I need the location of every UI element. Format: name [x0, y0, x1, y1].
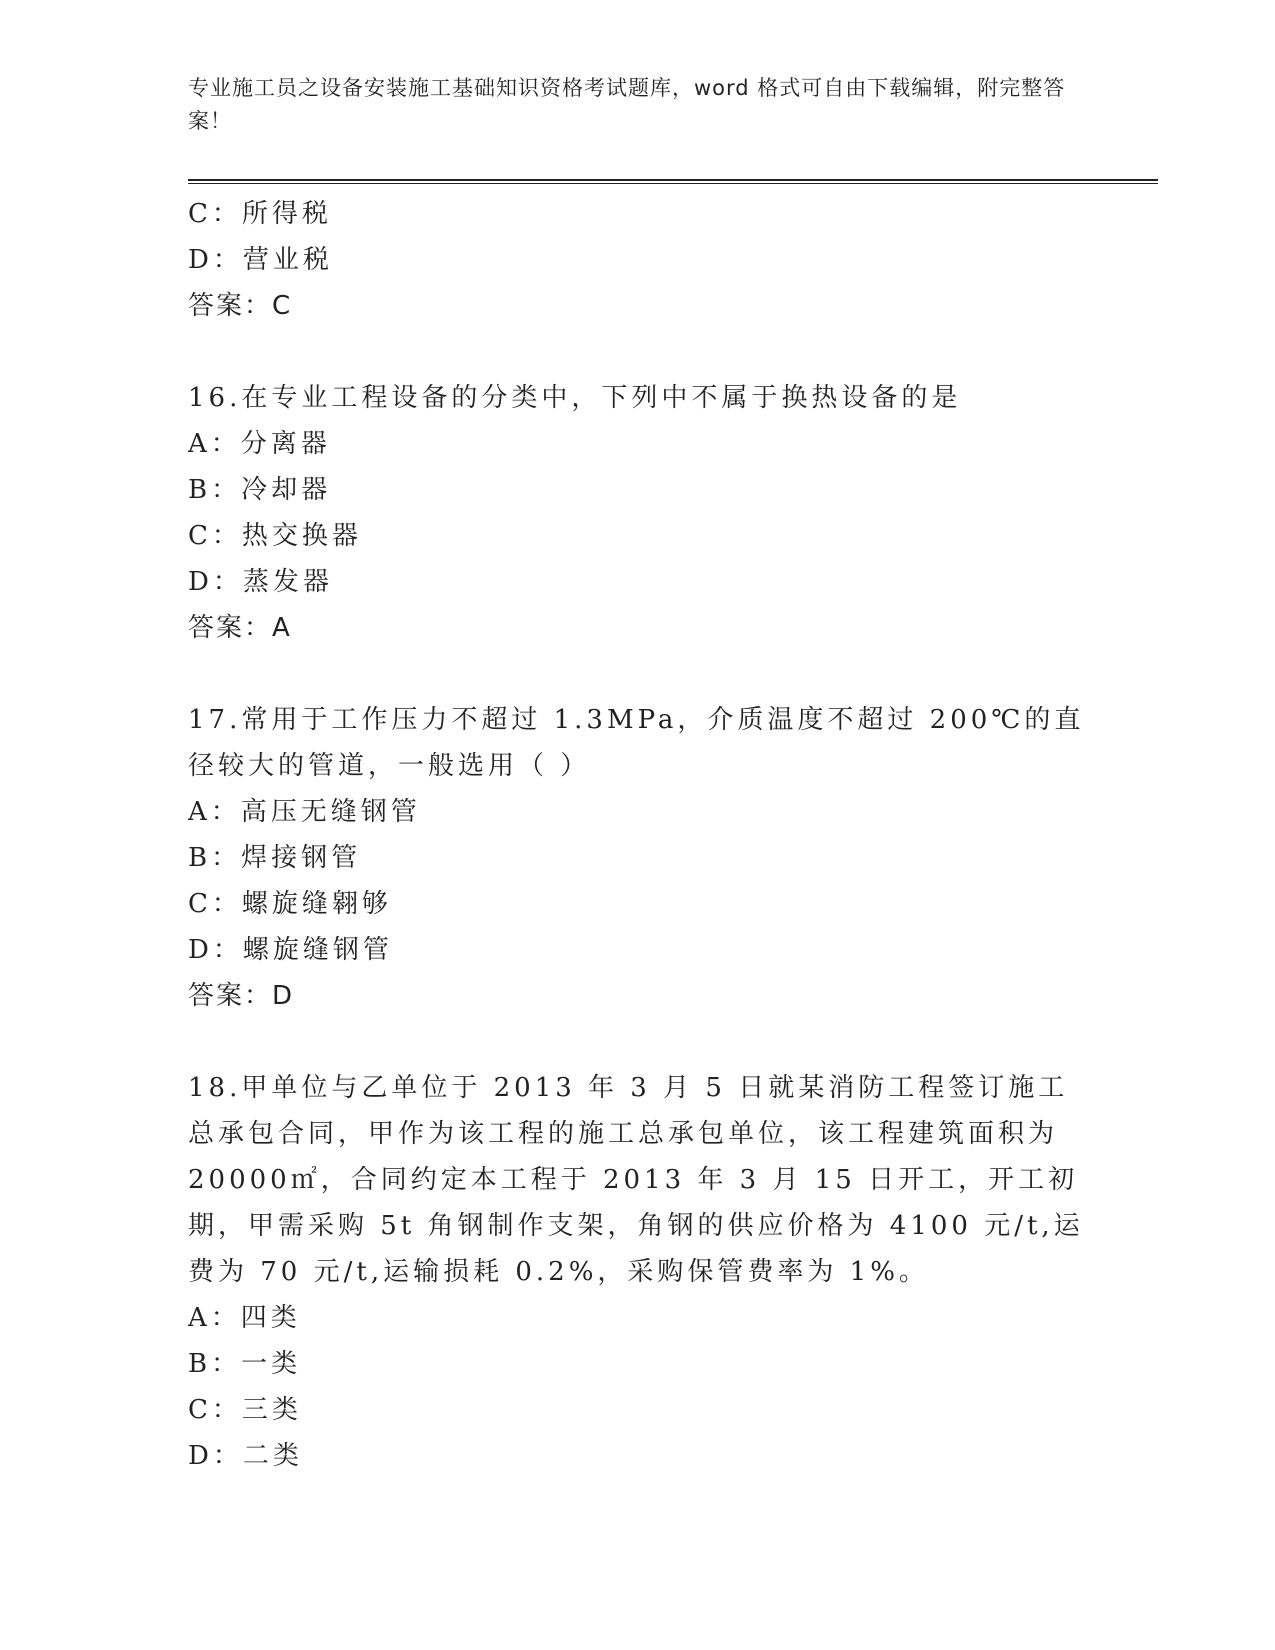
- option-d: D：营业税: [188, 245, 333, 275]
- option-a: A：四类: [188, 1303, 301, 1333]
- option-c: C：所得税: [188, 199, 332, 229]
- question-stem: 18.甲单位与乙单位于 2013 年 3 月 5 日就某消防工程签订施工总承包合同，甲作为该工程的施工总承包单位，该工程建筑面积为 20000㎡，合同约定本工程于 2013 年 3 月 15 日开工，开工初期，甲需采购 5t 角钢制作支架，角钢的供应价格为 4100 元/t,运费为 70 元/t,运输损耗 0.2%，采购保管费率为 1%。: [188, 1073, 1084, 1287]
- question-stem: 17.常用于工作压力不超过 1.3MPa，介质温度不超过 200℃的直径较大的管道，一般选用（ ）: [188, 705, 1085, 781]
- document-body: [188, 191, 1088, 1479]
- option-c: C：螺旋缝翱够: [188, 889, 392, 919]
- option-a: A：分离器: [188, 429, 331, 459]
- option-b: B：冷却器: [188, 475, 332, 505]
- option-a: A：高压无缝钢管: [188, 797, 421, 827]
- option-b: B：焊接钢管: [188, 843, 362, 873]
- prev-question-tail: [188, 191, 1088, 329]
- question-stem: 16.在专业工程设备的分类中，下列中不属于换热设备的是: [188, 383, 962, 413]
- page-header: [188, 72, 1088, 138]
- question-18: [188, 1065, 1088, 1479]
- header-text: 专业施工员之设备安装施工基础知识资格考试题库，word 格式可自由下载编辑，附完整答案！: [188, 76, 1066, 133]
- option-c: C：热交换器: [188, 521, 362, 551]
- option-d: D：蒸发器: [188, 567, 333, 597]
- option-b: B：一类: [188, 1349, 302, 1379]
- option-d: D：螺旋缝钢管: [188, 935, 393, 965]
- answer-line: 答案：C: [188, 291, 293, 321]
- option-c: C：三类: [188, 1395, 302, 1425]
- option-d: D：二类: [188, 1441, 303, 1471]
- header-divider: [188, 179, 1158, 184]
- answer-line: 答案：A: [188, 613, 292, 643]
- answer-line: 答案：D: [188, 981, 295, 1011]
- question-16: [188, 375, 1088, 651]
- question-17: [188, 697, 1088, 1019]
